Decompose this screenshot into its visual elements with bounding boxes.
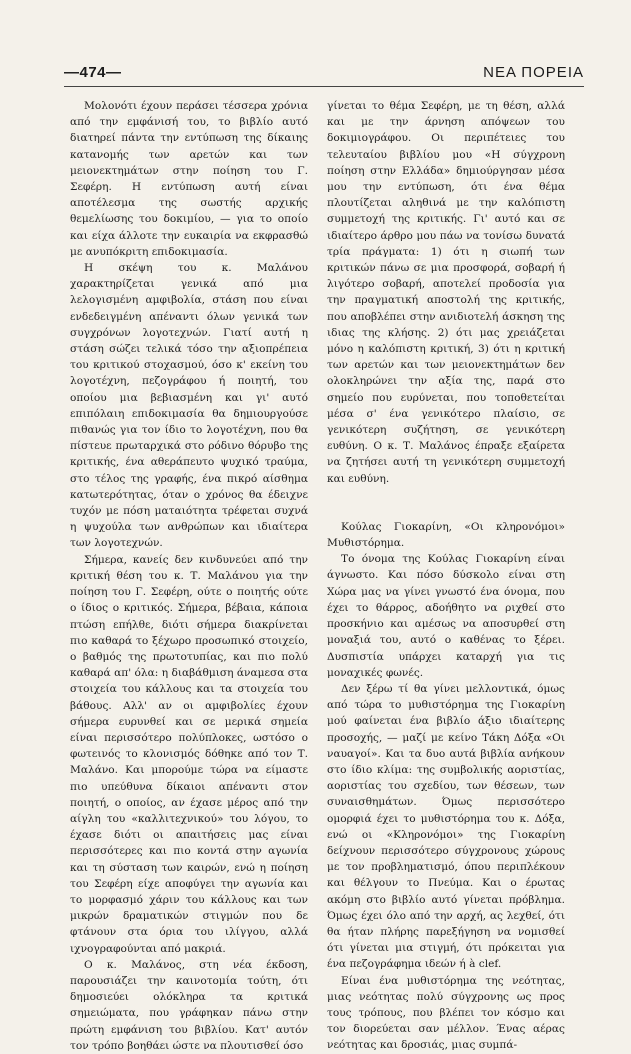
paragraph: γίνεται το θέμα Σεφέρη, με τη θέση, αλλά και με την άρνηση απόψεων του δοκιμιογράφου. Οι περιπέτειες του τελευταίου βιβλίου μου «Η σύγχρονη ποίηση στην Ελλάδα» δημιούργησαν μέσα μου την εντύπωση, ότι ένα θέμα πλουτίζεται αληθινά με την καλόπιστη συμμετοχή της κριτικής. Γι' αυτό και σε ιδιαίτερο άρθρο μου πάω να τονίσω δυνατά τρία πράγματα: 1) ότι η σιωπή των κριτικών πάνω σε μια προσφορά, σοβαρή ή λιγότερο σοβαρή, αποτελεί προδοσία για την πραγματική αποστολή της κριτικής, που αποβλέπει στην ανιδιοτελή άσκηση της ιδιας της κλήσης. 2) ότι μας χρειάζεται μόνο η καλόπιστη κριτική, 3) ότι η κριτική των αρετών και των μειονεκτημάτων δεν ολοκληρώνει την αξία της, παρά στο σημείο που ευρύνεται, που τοποθετείται μέσα σ' ένα γενικότερο πλαίσιο, σε γενικότερη συζήτηση, σε γενικότερη ευθύνη. Ο κ. Τ. Μαλάνος έπραξε εξαίρετα να ζητήσει αυτή τη γενικότερη συμμετοχή και ευθύνη. <box>327 100 565 485</box>
paragraph: Είναι ένα μυθιστόρημα της νεότητας, μιας νεότητας πολύ σύγχρονης ως προς τους τρόπους, που βλέπει τον κόσμο και τον διορεύεται σαν μέλλον. Ένας αέρας νεότητας και δροσιάς, μιας συμπά- <box>327 974 565 1052</box>
paragraph: Ο κ. Μαλάνος, στη νέα έκδοση, παρουσιάζει την καινοτομία τούτη, ότι δημοσιεύει ολόκληρα τα κριτικά σημειώματα, που γράφηκαν πάνω στην πρώτη εμφάνιση του βιβλίου. Κατ' αυτόν τον τρόπο βοηθάει ώστε να πλουτισθεί όσο <box>70 958 308 1052</box>
journal-title: ΝΕΑ ΠΟΡΕΙΑ <box>483 64 584 81</box>
paragraph: Το όνομα της Κούλας Γιοκαρίνη είναι άγνωστο. Και πόσο δύσκολο είναι στη Χώρα μας να γίνει γνωστό ένα όνομα, που έχει το θάρρος, αδοήθητο να ριχθεί στο προσκήνιο και αμέσως να αποσυρθεί στη μοναξιά του, αυτό ο καθένας το ξέρει. Δυσπιστία υπάρχει καταρχή για τις μοναχικές φωνές. <box>327 553 565 679</box>
page-number: —474— <box>64 64 122 81</box>
paragraph: Η σκέψη του κ. Μαλάνου χαρακτηρίζεται γενικά από μια λελογισμένη αμφιβολία, στάση που είναι ενδεδειγμένη απέναντι όλων γενικά των συγχρόνων λογοτεχνών. Γιατί αυτή η στάση σώζει τελικά τόσο την αξιοπρέπεια του κριτικού στοχασμού, όσο κ' εκείνη του λογοτέχνη, πεζογράφου ή ποιητή, του οποίου μια βεβιασμένη και γι' αυτό επιπόλαιη επιδοκιμασία θα δημιουργούσε πιθανώς για τον ίδιο το λογοτέχνη, που θα πίστευε πρωταρχικά στο ρόδινο θόρυβο της κριτικής, ένα αθεράπευτο ψυχικό τραύμα, στο τέλος της γραφής, ένα πικρό αίσθημα κατωτερότητας, όταν ο χρόνος θα έδειχνε τυχόν με πόση ματαιότητα τρέφεται συχνά η ψυχούλα των ανθρώπων και ιδιαίτερα των λογοτεχνών. <box>70 262 308 550</box>
book-heading: Κούλας Γιοκαρίνη, «Οι κληρονόμοι» Μυθιστόρημα. <box>327 520 565 550</box>
header-rule <box>64 86 584 87</box>
paragraph: Δεν ξέρω τί θα γίνει μελλοντικά, όμως από τώρα το μυθιστόρημα της Γιοκαρίνη μού φαίνεται ένα βιβλίο άξιο ιδιαίτερης προσοχής, — μαζί με κείνο Τάκη Δόξα «Οι ναυαγοί». Και τα δυο αυτά βιβλία ανήκουν στο ίδιο κλίμα: της συμβολικής αοριστίας, αοριστίας του σχεδίου, των θέσεων, των συναισθημάτων. Όμως περισσότερο ομορφιά έχει το μυθιστόρημα του κ. Δόξα, ενώ οι «Κληρονόμοι» της Γιοκαρίνη δείχνουν περισσότερο σύγχρονους χώρους με τον προβληματισμό, όπου περιπλέκουν και θέλγουν το Πνεύμα. Και ο έρωτας ακόμη στο βιβλίο αυτό γίνεται πρόβλημα. Όμως έχει όλο από την αρχή, ας λεχθεί, ότι θα ήταν πλήρης παρεξήγηση να νομισθεί ότι γίνεται μια στιγμή, ότι πρόκειται για ένα πεζογράφημα ιδεών ή à clef. <box>327 682 565 971</box>
paragraph: Σήμερα, κανείς δεν κινδυνεύει από την κριτική θέση του κ. Τ. Μαλάνου για την ποίηση του Γ. Σεφέρη, ούτε ο ποιητής ούτε ο ίδιος ο κριτικός. Σήμερα, βέβαια, κάποια πτώση επήλθε, διότι σήμερα διακρίνεται πιο καθαρά το ξέχωρο προσωπικό στοιχείο, ο βαθμός της πρωτοτυπίας, και πιο πολύ καθαρά απ' όλα: η διαβάθμιση άναμεσα στα στοιχεία του κάλλους και τα στοιχεία του βάθους. Αλλ' αν οι αμφιβολίες έχουν σήμερα ευρυνθεί και σε μερικά σημεία είναι περισσότερο πολύπλοκες, ωστόσο ο φωτεινός το κλονισμός δόθηκε από τον Τ. Μαλάνο. Και μπορούμε τώρα να είμαστε πιο υπεύθυνα δίκαιοι απέναντι στον ποιητή, ο οποίος, αν έχασε μέρος από την αίγλη του «καλλιτεχνικού» του λόγου, το έχασε διότι οι απαιτήσεις μας είναι περισσότερες και πιο κοντά στην αγωνία και τη σύσταση των καιρών, ενώ η ποίηση του Σεφέρη είχε αποφύγει την αγωνία και το μορφασμό χάριν του κάλλους και των μικρών δραματικών στιγμών που δε φτάνουν στα όρια του ιλίγγου, αλλά ιχνογραφούνται από μακριά. <box>70 553 308 955</box>
left-column <box>70 98 308 1054</box>
paragraph: Μολονότι έχουν περάσει τέσσερα χρόνια από την εμφάνισή του, το βιβλίο αυτό διατηρεί πάντα την εντύπωση της δίκαιης κατανομής των αρετών και των μειονεκτημάτων στην ποίηση του Γ. Σεφέρη. Η εντύπωση αυτή είναι αποτέλεσμα της σωστής αρχικής θεμελίωσης του δοκιμίου, — για το οποίο και είχα άλλοτε την ευκαιρία να εκφρασθώ με ανυπόκριτη επιδοκιμασία. <box>70 100 308 258</box>
right-column <box>327 98 565 1054</box>
page-header <box>64 64 584 86</box>
